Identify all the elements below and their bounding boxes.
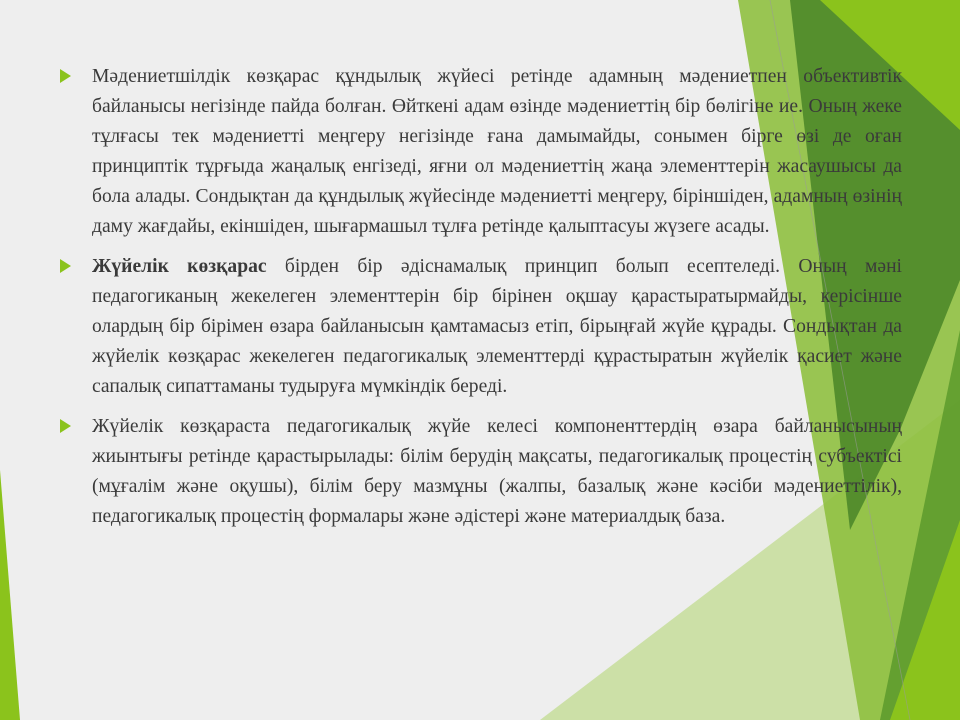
bullet-lead: Жүйелік көзқарас [92, 256, 267, 277]
bullet-paragraph [92, 412, 902, 532]
triangle-bullet-icon [60, 259, 71, 273]
bullet-item [58, 62, 902, 242]
bullet-body-text: Жүйелік көзқараста педагогикалық жүйе келесі компоненттердің өзара байланысының жиынтығы ретінде қарастырылады: білім берудің мақсаты, педагогикалық процестің субъектісі (мұғалім және оқушы), білім беру мазмұны (жалпы, базалық және кәсіби мәдениеттілік), педагогикалық процестің формалары және әдістері және материалдық база. [92, 416, 902, 527]
triangle-bullet-icon [60, 419, 71, 433]
bullet-paragraph [92, 252, 902, 402]
triangle-bullet-icon [60, 69, 71, 83]
slide-body [58, 62, 902, 542]
bullet-item [58, 252, 902, 402]
bullet-body-text: Мәдениетшілдік көзқарас құндылық жүйесі ретінде адамның мәдениетпен объективтік байланысы негізінде пайда болған. Өйткені адам өзінде мәдениеттің бір бөлігіне ие. Оның жеке тұлғасы тек мәдениетті меңгеру негізінде ғана дамымайды, сонымен бірге өзі де оған принциптік тұрғыда жаңалық енгізеді, яғни ол мәдениеттің жаңа элементтерін жасаушысы да бола алады. Сондықтан да құндылық жүйесінде мәдениетті меңгеру, біріншіден, адамның өзінің даму жағдайы, екіншіден, шығармашыл тұлға ретінде қалыптасуы жүзеге асады. [92, 66, 902, 237]
bullet-paragraph [92, 62, 902, 242]
bullet-item [58, 412, 902, 532]
bullet-body-text: бірден бір әдіснамалық принцип болып есептеледі. Оның мәні педагогиканың жекелеген элементтерін бір бірінен оқшау қарастыратырмайды, керісінше олардың бір бірімен өзара байланысын қамтамасыз етіп, бірыңғай жүйе құрады. Сондықтан да жүйелік көзқарас жекелеген педагогикалық элементтерді құрастыратын жүйелік қасиет және сапалық сипаттаманы тудыруға мүмкіндік береді. [92, 256, 902, 397]
